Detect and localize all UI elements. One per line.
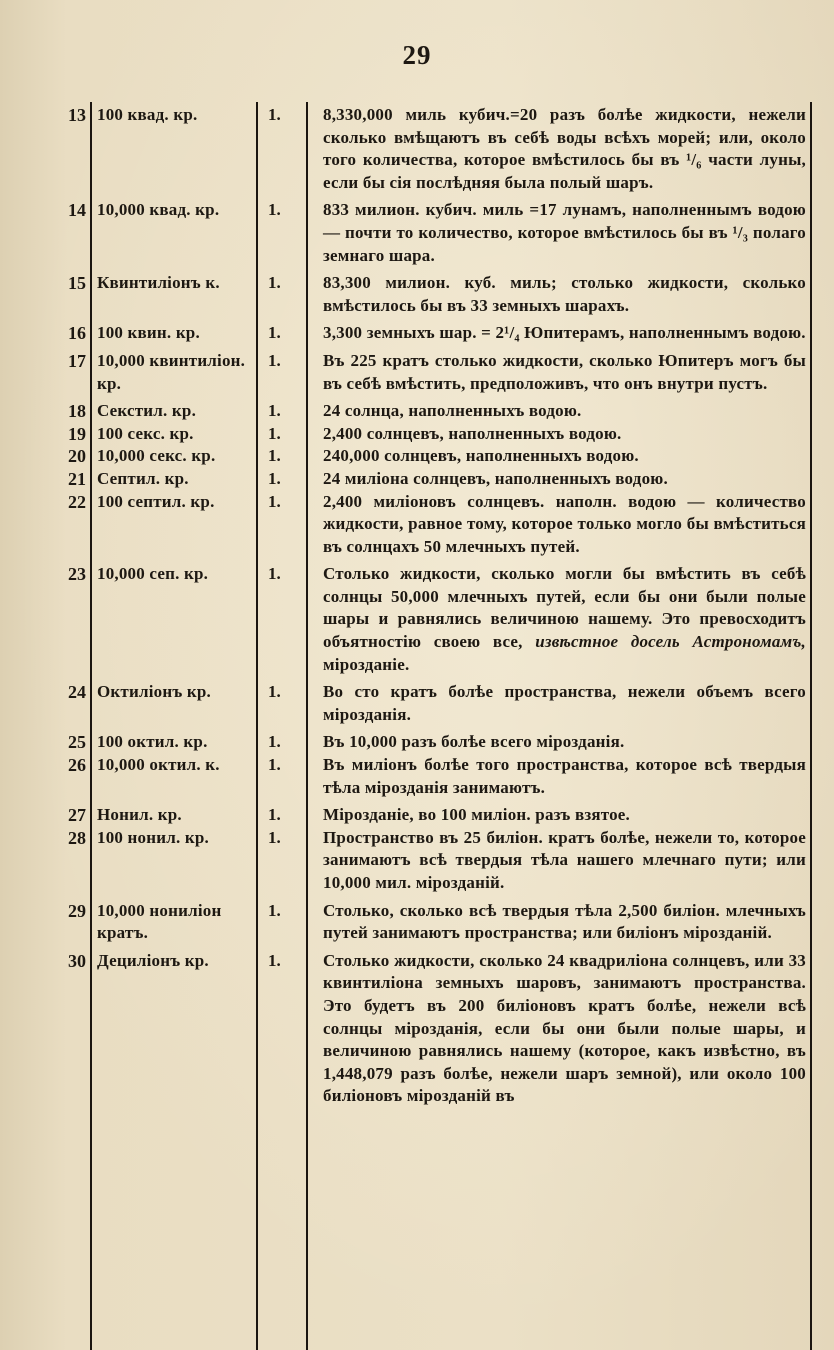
row-number: 18 xyxy=(68,401,86,422)
factor-cell: 1. xyxy=(268,732,281,752)
row-number: 17 xyxy=(68,350,86,371)
row-number: 26 xyxy=(68,755,86,776)
table-row xyxy=(0,900,834,945)
factor-cell: 1. xyxy=(268,827,281,847)
row-number: 16 xyxy=(68,323,86,344)
factor-cell: 1. xyxy=(268,682,281,702)
description-cell: 3,300 земныхъ шар. = 2¹/₄ Юпитерамъ, наполненнымъ водою. xyxy=(323,323,806,343)
factor-cell: 1. xyxy=(268,900,281,920)
description-cell: 833 милион. кубич. миль =17 лунамъ, наполненнымъ водою — почти то количество, которое вмѣстилось бы въ ¹/₃ полаго земнаго шара. xyxy=(323,200,806,265)
row-number: 22 xyxy=(68,491,86,512)
table-row xyxy=(0,491,834,559)
row-number: 30 xyxy=(68,950,86,971)
unit-cell: 100 секс. кр. xyxy=(97,423,194,443)
row-number: 27 xyxy=(68,805,86,826)
table-row xyxy=(0,322,834,345)
table-row xyxy=(0,400,834,423)
table-row xyxy=(0,423,834,446)
unit-cell: 100 нонил. кр. xyxy=(97,827,209,847)
description-cell: 24 солнца, наполненныхъ водою. xyxy=(323,401,582,421)
row-number: 25 xyxy=(68,732,86,753)
row-number: 19 xyxy=(68,423,86,444)
row-number: 21 xyxy=(68,468,86,489)
unit-cell: 10,000 сеп. кр. xyxy=(97,564,209,584)
description-cell: 2,400 солнцевъ, наполненныхъ водою. xyxy=(323,423,622,443)
factor-cell: 1. xyxy=(268,105,281,124)
table-row xyxy=(0,445,834,468)
factor-cell: 1. xyxy=(268,423,281,443)
unit-cell: Квинтиліонъ к. xyxy=(97,273,220,293)
factor-cell: 1. xyxy=(268,323,281,343)
description-cell: Мірозданіе, во 100 миліон. разъ взятое. xyxy=(323,805,630,825)
unit-cell: Октиліонъ кр. xyxy=(97,682,211,702)
description-cell: Въ 225 кратъ столько жидкости, сколько Юпитеръ могъ бы въ себѣ вмѣстить, предположивъ, что онъ внутри пустъ. xyxy=(323,350,806,393)
unit-cell: Дециліонъ кр. xyxy=(97,950,209,970)
table-row xyxy=(0,681,834,726)
factor-cell: 1. xyxy=(268,350,281,370)
unit-cell: 10,000 нониліон кратъ. xyxy=(97,900,222,943)
factor-cell: 1. xyxy=(268,468,281,488)
description-tail: мірозданіе. xyxy=(323,654,410,674)
unit-cell: 100 октил. кр. xyxy=(97,732,208,752)
description-cell: Въ 10,000 разъ болѣе всего мірозданія. xyxy=(323,732,625,752)
row-number: 15 xyxy=(68,273,86,294)
row-number: 23 xyxy=(68,564,86,585)
table-row xyxy=(0,804,834,827)
unit-cell: 100 квин. кр. xyxy=(97,323,200,343)
factor-cell: 1. xyxy=(268,491,281,511)
unit-cell: 100 квад. кр. xyxy=(97,105,198,124)
row-number: 29 xyxy=(68,900,86,921)
description-cell: Столько, сколько всѣ твердыя тѣла 2,500 биліон. млечныхъ путей занимаютъ пространства; или биліонъ мірозданій. xyxy=(323,900,806,943)
description-cell: Столько жидкости, сколько 24 квадриліона солнцевъ, или 33 квинтиліона земныхъ шаровъ, занимаютъ пространства. Это будетъ въ 200 биліоновъ кратъ болѣе, нежели всѣ солнцы мірозданія, если бы они были полые шары, и величиною равнялись нашему (которое, какъ извѣстно, въ 1,448,079 разъ болѣе, нежели шаръ земной), или около 100 биліоновъ мірозданій въ xyxy=(323,950,806,1106)
table-row xyxy=(0,827,834,895)
table-row xyxy=(0,272,834,317)
table-row xyxy=(0,104,834,194)
description-italic: извѣстное досель Астрономамъ, xyxy=(535,632,806,652)
row-number: 24 xyxy=(68,682,86,703)
factor-cell: 1. xyxy=(268,950,281,970)
table-row xyxy=(0,563,834,676)
description-cell xyxy=(323,563,806,676)
unit-cell: Нонил. кр. xyxy=(97,805,182,825)
description-cell: 8,330,000 миль кубич.=20 разъ болѣе жидкости, нежели сколько вмѣщаютъ въ себѣ воды всѣхъ морей; или, около того количества, которое вмѣстилось бы въ ¹/₆ части луны, если бы сія послѣдняя была полый шаръ. xyxy=(323,105,806,192)
table-row xyxy=(0,468,834,491)
table-row xyxy=(0,731,834,754)
factor-cell: 1. xyxy=(268,273,281,293)
table-row xyxy=(0,950,834,1108)
description-cell: Въ миліонъ болѣе того пространства, которое всѣ твердыя тѣла мірозданія занимаютъ. xyxy=(323,755,806,797)
description-cell: 2,400 миліоновъ солнцевъ. наполн. водою — количество жидкости, равное тому, которое только могло бы вмѣститься въ солнцахъ 50 млечныхъ путей. xyxy=(323,491,806,556)
table-row xyxy=(0,199,834,267)
unit-cell: 10,000 квинтиліон. кр. xyxy=(97,350,246,393)
row-number: 28 xyxy=(68,827,86,848)
unit-cell: 100 септил. кр. xyxy=(97,491,215,511)
factor-cell: 1. xyxy=(268,401,281,421)
row-number: 14 xyxy=(68,200,86,221)
table-body xyxy=(0,104,834,1108)
table-row xyxy=(0,350,834,395)
page-number: 29 xyxy=(402,40,432,70)
description-text: Столько жидкости, сколько могли бы вмѣстить въ себѣ солнцы 50,000 млечныхъ путей, если бы они были полые шары и равнялись величиною нашему. Это превосходитъ объятностію своею все, xyxy=(323,564,806,652)
unit-cell: 10,000 октил. к. xyxy=(97,755,220,775)
description-cell: Во сто кратъ болѣе пространства, нежели объемъ всего мірозданія. xyxy=(323,682,806,724)
unit-cell: Секстил. кр. xyxy=(97,401,197,421)
row-number: 13 xyxy=(68,105,86,125)
factor-cell: 1. xyxy=(268,200,281,220)
factor-cell: 1. xyxy=(268,805,281,825)
factor-cell: 1. xyxy=(268,446,281,466)
description-cell: Пространство въ 25 биліон. кратъ болѣе, нежели то, которое занимаютъ всѣ твердыя тѣла нашего млечнаго пути; или 10,000 мил. мірозданій. xyxy=(323,827,806,892)
unit-cell: 10,000 квад. кр. xyxy=(97,200,220,220)
table-row xyxy=(0,754,834,799)
description-cell: 24 миліона солнцевъ, наполненныхъ водою. xyxy=(323,468,668,488)
factor-cell: 1. xyxy=(268,755,281,775)
row-number: 20 xyxy=(68,446,86,467)
description-cell: 240,000 солнцевъ, наполненныхъ водою. xyxy=(323,446,639,466)
unit-cell: 10,000 секс. кр. xyxy=(97,446,216,466)
description-cell: 83,300 милион. куб. миль; столько жидкости, сколько вмѣстилось бы въ 33 земныхъ шарахъ. xyxy=(323,273,806,315)
unit-cell: Септил. кр. xyxy=(97,468,189,488)
factor-cell: 1. xyxy=(268,564,281,584)
